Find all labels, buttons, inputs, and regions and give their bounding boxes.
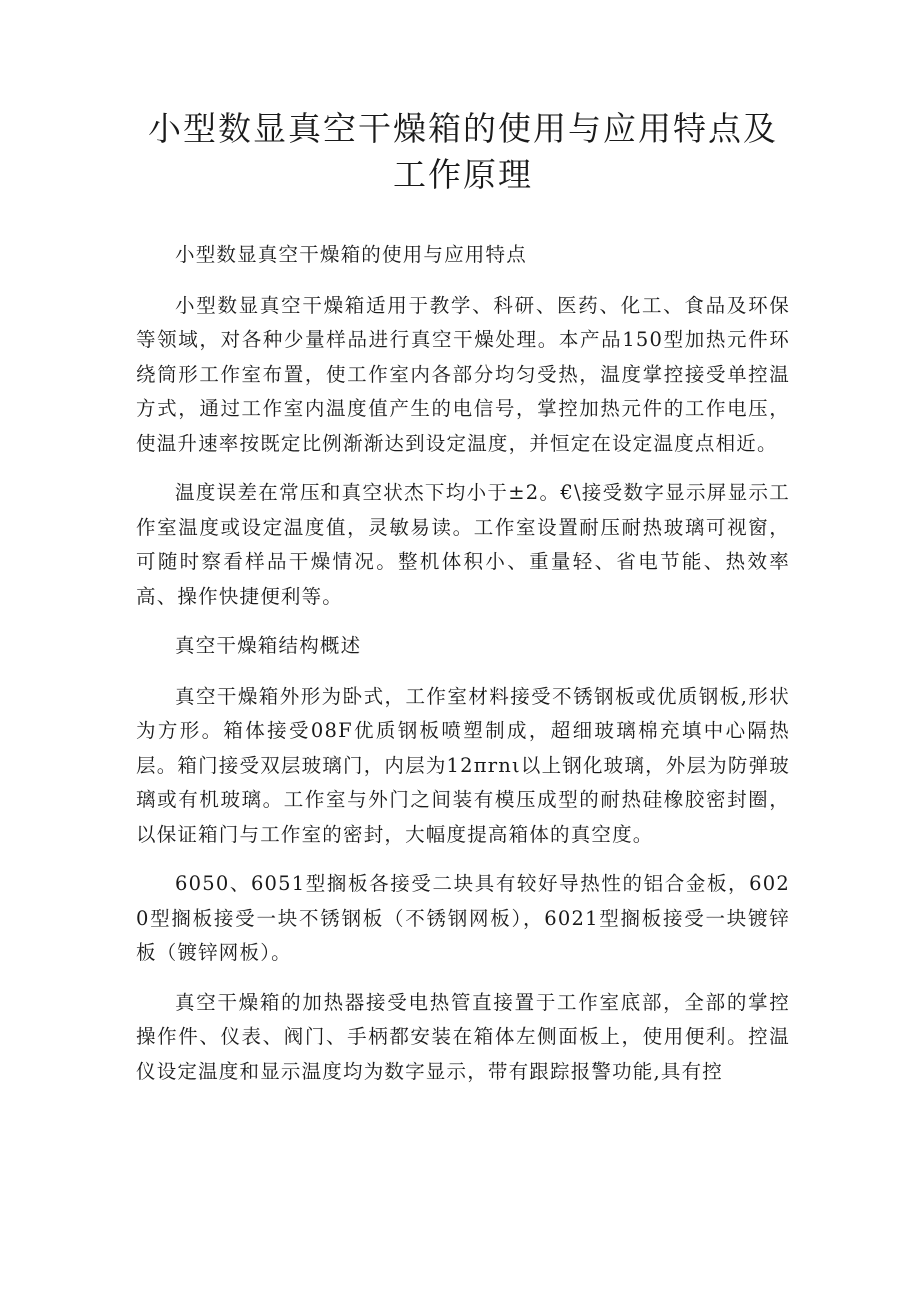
document-title: 小型数显真空干燥箱的使用与应用特点及工作原理 (148, 109, 778, 194)
paragraph-heater: 真空干燥箱的加热器接受电热管直接置于工作室底部，全部的掌控操作件、仪表、阀门、手柄都安装在箱体左侧面板上，使用便利。控温仪设定温度和显示温度均为数字显示，带有跟踪报警功能,具有控 (136, 990, 790, 1083)
paragraph-shelves: 6050、6051型搁板各接受二块具有较好导热性的铝合金板，6020型搁板接受一块不锈钢板（不锈钢网板），6021型搁板接受一块镀锌板（镀锌网板）。 (136, 872, 790, 964)
paragraph-structure: 真空干燥箱外形为卧式，工作室材料接受不锈钢板或优质钢板,形状为方形。箱体接受08F优质钢板喷塑制成，超细玻璃棉充填中心隔热层。箱门接受双层玻璃门，内层为12πrnι以上钢化玻璃，外层为防弹玻璃或有机玻璃。工作室与外门之间装有模压成型的耐热硅橡胶密封圈，以保证箱门与工作室的密封，大幅度提高箱体的真空度。 (136, 684, 790, 846)
section-heading-usage: 小型数显真空干燥箱的使用与应用特点 (175, 243, 527, 266)
paragraph-temperature-error: 温度误差在常压和真空状杰下均小于±2。€\接受数字显示屏显示工作室温度或设定温度值，灵敏易读。工作室设置耐压耐热玻璃可视窗，可随时察看样品干燥情况。整机体积小、重量轻、省电节能、热效率高、操作快捷便利等。 (136, 481, 790, 608)
paragraph-applications: 小型数显真空干燥箱适用于教学、科研、医药、化工、食品及环保等领域，对各种少量样品进行真空干燥处理。本产品150型加热元件环绕筒形工作室布置，使工作室内各部分均匀受热，温度掌控接受单控温方式，通过工作室内温度值产生的电信号，掌控加热元件的工作电压，使温升速率按既定比例渐渐达到设定温度，并恒定在设定温度点相近。 (136, 293, 790, 455)
section-heading-structure: 真空干燥箱结构概述 (175, 634, 362, 657)
